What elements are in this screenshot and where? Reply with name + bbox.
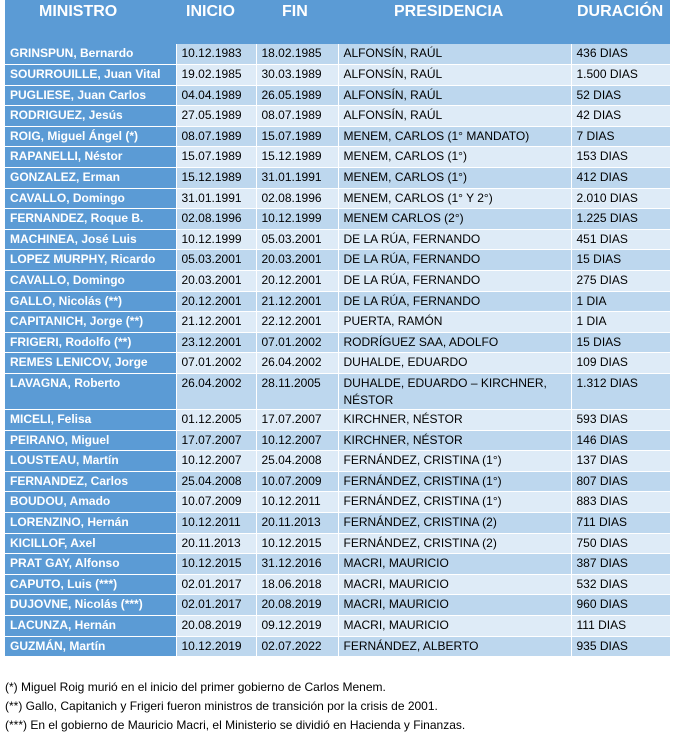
- header-presidencia: PRESIDENCIA: [338, 0, 571, 44]
- start-date: 31.01.1991: [176, 188, 256, 209]
- end-date: 30.03.1989: [256, 65, 338, 86]
- table-row: [5, 209, 670, 230]
- duration: 2.010 DIAS: [571, 188, 670, 209]
- start-date: 20.12.2001: [176, 291, 256, 312]
- table-row: [5, 554, 670, 575]
- start-date: 26.04.2002: [176, 374, 256, 410]
- minister-name: LOPEZ MURPHY, Ricardo: [5, 250, 176, 271]
- minister-name: PEIRANO, Miguel: [5, 430, 176, 451]
- minister-name: SOURROUILLE, Juan Vital: [5, 65, 176, 86]
- start-date: 10.12.1983: [176, 44, 256, 65]
- start-date: 15.12.1989: [176, 168, 256, 189]
- presidency: MACRI, MAURICIO: [338, 554, 571, 575]
- duration: 1.500 DIAS: [571, 65, 670, 86]
- start-date: 08.07.1989: [176, 126, 256, 147]
- end-date: 10.12.1999: [256, 209, 338, 230]
- minister-name: GALLO, Nicolás (**): [5, 291, 176, 312]
- duration: 532 DIAS: [571, 574, 670, 595]
- duration: 750 DIAS: [571, 533, 670, 554]
- minister-name: RAPANELLI, Néstor: [5, 147, 176, 168]
- duration: 15 DIAS: [571, 332, 670, 353]
- end-date: 07.01.2002: [256, 332, 338, 353]
- duration: 807 DIAS: [571, 471, 670, 492]
- duration: 137 DIAS: [571, 451, 670, 472]
- end-date: 02.07.2022: [256, 636, 338, 657]
- footnote-1: (*) Miguel Roig murió en el inicio del primer gobierno de Carlos Menem.: [5, 680, 386, 694]
- minister-name: REMES LENICOV, Jorge: [5, 353, 176, 374]
- presidency: MACRI, MAURICIO: [338, 615, 571, 636]
- duration: 1 DIA: [571, 312, 670, 333]
- table-row: [5, 229, 670, 250]
- duration: 883 DIAS: [571, 492, 670, 513]
- start-date: 21.12.2001: [176, 312, 256, 333]
- table-row: [5, 168, 670, 189]
- presidency: MENEM, CARLOS (1° MANDATO): [338, 126, 571, 147]
- minister-name: ROIG, Miguel Ángel (*): [5, 126, 176, 147]
- presidency: FERNÁNDEZ, ALBERTO: [338, 636, 571, 657]
- table-header: [5, 0, 670, 44]
- header-row: [5, 0, 670, 44]
- minister-name: LOUSTEAU, Martín: [5, 451, 176, 472]
- start-date: 02.01.2017: [176, 595, 256, 616]
- end-date: 17.07.2007: [256, 410, 338, 431]
- presidency: FERNÁNDEZ, CRISTINA (1°): [338, 471, 571, 492]
- duration: 15 DIAS: [571, 250, 670, 271]
- end-date: 20.11.2013: [256, 512, 338, 533]
- end-date: 22.12.2001: [256, 312, 338, 333]
- minister-name: LAVAGNA, Roberto: [5, 374, 176, 410]
- start-date: 10.12.2019: [176, 636, 256, 657]
- table-row: [5, 636, 670, 657]
- table-row: [5, 533, 670, 554]
- presidency: FERNÁNDEZ, CRISTINA (1°): [338, 451, 571, 472]
- minister-name: LORENZINO, Hernán: [5, 512, 176, 533]
- ministers-table: [5, 0, 671, 657]
- table-row: [5, 291, 670, 312]
- start-date: 01.12.2005: [176, 410, 256, 431]
- footnote-3: (***) En el gobierno de Mauricio Macri, el Ministerio se dividió en Hacienda y Finanzas.: [5, 718, 466, 732]
- minister-name: MICELI, Felisa: [5, 410, 176, 431]
- end-date: 05.03.2001: [256, 229, 338, 250]
- presidency: FERNÁNDEZ, CRISTINA (2): [338, 533, 571, 554]
- end-date: 10.12.2007: [256, 430, 338, 451]
- presidency: DE LA RÚA, FERNANDO: [338, 271, 571, 292]
- presidency: ALFONSÍN, RAÚL: [338, 85, 571, 106]
- end-date: 31.12.2016: [256, 554, 338, 575]
- minister-name: CAPITANICH, Jorge (**): [5, 312, 176, 333]
- table-row: [5, 471, 670, 492]
- duration: 111 DIAS: [571, 615, 670, 636]
- presidency: MENEM CARLOS (2°): [338, 209, 571, 230]
- start-date: 02.08.1996: [176, 209, 256, 230]
- table-row: [5, 106, 670, 127]
- minister-name: GRINSPUN, Bernardo: [5, 44, 176, 65]
- end-date: 25.04.2008: [256, 451, 338, 472]
- end-date: 26.04.2002: [256, 353, 338, 374]
- table-row: [5, 353, 670, 374]
- header-fin: FIN: [256, 0, 338, 44]
- table-row: [5, 512, 670, 533]
- end-date: 20.03.2001: [256, 250, 338, 271]
- minister-name: FRIGERI, Rodolfo (**): [5, 332, 176, 353]
- start-date: 07.01.2002: [176, 353, 256, 374]
- presidency: ALFONSÍN, RAÚL: [338, 106, 571, 127]
- presidency: MENEM, CARLOS (1° Y 2°): [338, 188, 571, 209]
- presidency: MACRI, MAURICIO: [338, 595, 571, 616]
- minister-name: FERNANDEZ, Carlos: [5, 471, 176, 492]
- presidency: PUERTA, RAMÓN: [338, 312, 571, 333]
- end-date: 02.08.1996: [256, 188, 338, 209]
- start-date: 05.03.2001: [176, 250, 256, 271]
- table-row: [5, 85, 670, 106]
- start-date: 23.12.2001: [176, 332, 256, 353]
- table-row: [5, 271, 670, 292]
- presidency: ALFONSÍN, RAÚL: [338, 65, 571, 86]
- start-date: 20.08.2019: [176, 615, 256, 636]
- footnotes: [5, 678, 465, 735]
- end-date: 18.02.1985: [256, 44, 338, 65]
- minister-name: BOUDOU, Amado: [5, 492, 176, 513]
- table-row: [5, 65, 670, 86]
- header-inicio: INICIO: [176, 0, 256, 44]
- presidency: DE LA RÚA, FERNANDO: [338, 229, 571, 250]
- start-date: 25.04.2008: [176, 471, 256, 492]
- start-date: 17.07.2007: [176, 430, 256, 451]
- table-row: [5, 147, 670, 168]
- start-date: 15.07.1989: [176, 147, 256, 168]
- start-date: 02.01.2017: [176, 574, 256, 595]
- duration: 275 DIAS: [571, 271, 670, 292]
- presidency: DE LA RÚA, FERNANDO: [338, 250, 571, 271]
- duration: 52 DIAS: [571, 85, 670, 106]
- table-row: [5, 410, 670, 431]
- table-row: [5, 250, 670, 271]
- presidency: KIRCHNER, NÉSTOR: [338, 410, 571, 431]
- duration: 935 DIAS: [571, 636, 670, 657]
- start-date: 10.12.2007: [176, 451, 256, 472]
- footnote-2: (**) Gallo, Capitanich y Frigeri fueron ministros de transición por la crisis de 2001.: [5, 699, 438, 713]
- header-ministro: MINISTRO: [5, 0, 176, 44]
- presidency: MENEM, CARLOS (1°): [338, 168, 571, 189]
- table-row: [5, 451, 670, 472]
- minister-name: CAVALLO, Domingo: [5, 271, 176, 292]
- start-date: 19.02.1985: [176, 65, 256, 86]
- minister-name: LACUNZA, Hernán: [5, 615, 176, 636]
- duration: 42 DIAS: [571, 106, 670, 127]
- minister-name: GUZMÁN, Martín: [5, 636, 176, 657]
- start-date: 10.12.2011: [176, 512, 256, 533]
- table-row: [5, 430, 670, 451]
- presidency: KIRCHNER, NÉSTOR: [338, 430, 571, 451]
- duration: 593 DIAS: [571, 410, 670, 431]
- table-row: [5, 188, 670, 209]
- duration: 1.225 DIAS: [571, 209, 670, 230]
- start-date: 04.04.1989: [176, 85, 256, 106]
- end-date: 26.05.1989: [256, 85, 338, 106]
- end-date: 10.12.2011: [256, 492, 338, 513]
- duration: 109 DIAS: [571, 353, 670, 374]
- duration: 960 DIAS: [571, 595, 670, 616]
- end-date: 20.08.2019: [256, 595, 338, 616]
- duration: 387 DIAS: [571, 554, 670, 575]
- end-date: 10.12.2015: [256, 533, 338, 554]
- minister-name: FERNANDEZ, Roque B.: [5, 209, 176, 230]
- end-date: 08.07.1989: [256, 106, 338, 127]
- end-date: 28.11.2005: [256, 374, 338, 410]
- table-row: [5, 126, 670, 147]
- header-duracion: DURACIÓN: [571, 0, 670, 44]
- presidency: FERNÁNDEZ, CRISTINA (1°): [338, 492, 571, 513]
- end-date: 21.12.2001: [256, 291, 338, 312]
- minister-name: MACHINEA, José Luis: [5, 229, 176, 250]
- table-row: [5, 615, 670, 636]
- start-date: 27.05.1989: [176, 106, 256, 127]
- minister-name: CAVALLO, Domingo: [5, 188, 176, 209]
- duration: 146 DIAS: [571, 430, 670, 451]
- presidency: RODRÍGUEZ SAA, ADOLFO: [338, 332, 571, 353]
- duration: 7 DIAS: [571, 126, 670, 147]
- duration: 1 DIA: [571, 291, 670, 312]
- presidency: DE LA RÚA, FERNANDO: [338, 291, 571, 312]
- start-date: 10.12.1999: [176, 229, 256, 250]
- minister-name: PUGLIESE, Juan Carlos: [5, 85, 176, 106]
- end-date: 15.12.1989: [256, 147, 338, 168]
- end-date: 18.06.2018: [256, 574, 338, 595]
- end-date: 15.07.1989: [256, 126, 338, 147]
- table-row: [5, 332, 670, 353]
- table-row: [5, 312, 670, 333]
- table-body: [5, 44, 670, 657]
- end-date: 20.12.2001: [256, 271, 338, 292]
- start-date: 10.07.2009: [176, 492, 256, 513]
- minister-name: PRAT GAY, Alfonso: [5, 554, 176, 575]
- table-row: [5, 492, 670, 513]
- table-row: [5, 44, 670, 65]
- end-date: 09.12.2019: [256, 615, 338, 636]
- minister-name: RODRIGUEZ, Jesús: [5, 106, 176, 127]
- presidency: DUHALDE, EDUARDO – KIRCHNER, NÉSTOR: [338, 374, 571, 410]
- duration: 1.312 DIAS: [571, 374, 670, 410]
- end-date: 31.01.1991: [256, 168, 338, 189]
- minister-name: DUJOVNE, Nicolás (***): [5, 595, 176, 616]
- table-row: [5, 595, 670, 616]
- duration: 436 DIAS: [571, 44, 670, 65]
- table-row: [5, 574, 670, 595]
- start-date: 20.11.2013: [176, 533, 256, 554]
- presidency: DUHALDE, EDUARDO: [338, 353, 571, 374]
- duration: 711 DIAS: [571, 512, 670, 533]
- end-date: 10.07.2009: [256, 471, 338, 492]
- minister-name: GONZALEZ, Erman: [5, 168, 176, 189]
- minister-name: CAPUTO, Luis (***): [5, 574, 176, 595]
- duration: 153 DIAS: [571, 147, 670, 168]
- duration: 451 DIAS: [571, 229, 670, 250]
- start-date: 10.12.2015: [176, 554, 256, 575]
- presidency: ALFONSÍN, RAÚL: [338, 44, 571, 65]
- presidency: MENEM, CARLOS (1°): [338, 147, 571, 168]
- presidency: MACRI, MAURICIO: [338, 574, 571, 595]
- start-date: 20.03.2001: [176, 271, 256, 292]
- duration: 412 DIAS: [571, 168, 670, 189]
- presidency: FERNÁNDEZ, CRISTINA (2): [338, 512, 571, 533]
- minister-name: KICILLOF, Axel: [5, 533, 176, 554]
- table-row: [5, 374, 670, 410]
